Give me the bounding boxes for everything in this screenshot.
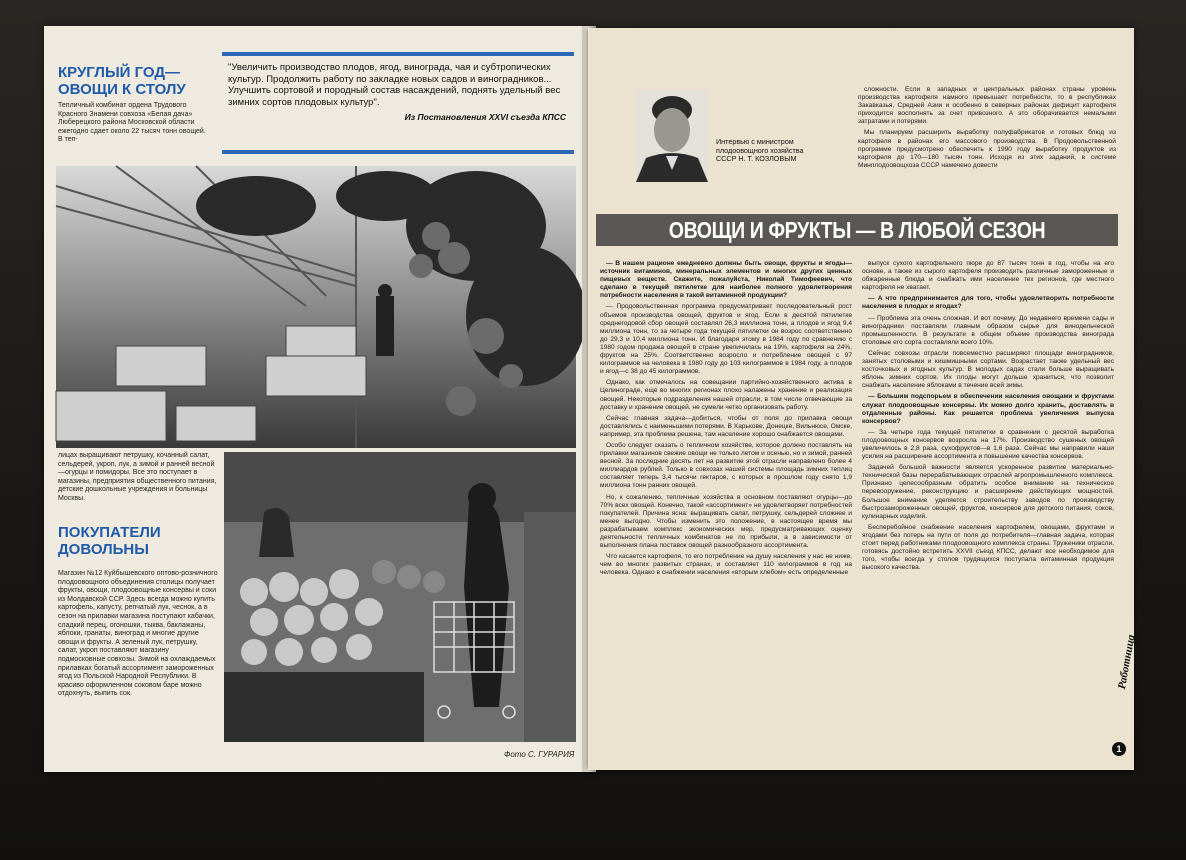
col1-para: Но, к сожалению, тепличные хозяйства в основном поставляют огурцы—до 70% всех овощей. Конечно, такой «ассортимент» не удовлетворяет потребностей покупателей. Причина ясна: выращивать салат, петрушку, сельдерей сложнее и менее выгодно. Чтобы изменить это положение, в настоящее время мы разрабатываем комплекс экономических мер, предусматривающих оценку деятельности тепличных комбинатов не по прибыли, а в зависимости от выполнения плана поставок овощей разнообразного ассортимента.	[600, 493, 852, 550]
buyers-heading-block	[58, 524, 208, 558]
minister-portrait	[636, 90, 708, 182]
photo-credit: Фото С. ГУРАРИЯ	[504, 750, 575, 759]
top-right-text: сложности. Если в западных и центральных районах страны уровень производства картофеля намного превышает потребности, то в республиках Закавказья, Средней Азии и особенно в северных районах дефицит картофеля приходится восполнять за счет привозного. А это оборачивается немалыми затратами и потерями.	[858, 86, 1116, 126]
col2-para: Задачей большой важности является ускоренное развитие материально-технической базы перерабатывающих отраслей агропромышленного комплекса. Признано целесообразным обратить особое внимание на техническое перевооружение, реконструкцию и расширение действующих мощностей. Большое внимание уделяется строительству заводов по производству быстрозамороженных овощей, фруктов, консервов для детского питания, соков, кулинарных изделий.	[862, 464, 1114, 520]
heading-round-year: КРУГЛЫЙ ГОД—ОВОЩИ К СТОЛУ	[58, 64, 186, 98]
col2-para: — Проблема эта очень сложная. И вот почему. До недавнего времени сады и виноградники поставляли главным образом сырье для винодельческой промышленности. В результате в общем объеме производства винограда столовые его сорта составляли всего 10%.	[862, 314, 1114, 346]
interview-caption: Интервью с министром плодоовощного хозяйства СССР Н. Т. КОЗЛОВЫМ	[716, 137, 804, 164]
article-column-1	[600, 260, 852, 580]
col1-para: — Продовольственная программа предусматривает последовательный рост объемов производства овощей, фруктов и ягод. Если в десятой пятилетке среднегодовой сбор овощей составлял 26,3 миллиона тонн, а плодов и ягод 9,4 миллиона тонн, то за четыре года текущей пятилетки он возрос соответственно до 29,3 и 10,4 миллиона тонн. И благодаря этому в 1984 году по сравнению с 1980 годом продажа овощей в стране увеличилась на 19%, картофеля на 24%, фруктов на 25%. Соответственно возросло и потребление овощей с 97 килограммов на человека в 1980 году до 103 килограммов в 1984 году, а плодов и ягод—с 38 до 45 килограммов.	[600, 303, 852, 376]
article-column-2	[862, 260, 1114, 575]
title-banner	[596, 214, 1118, 246]
intro-text: Тепличный комбинат ордена Трудового Красного Знамени совхоза «Белая дача» Люберецкого района Московской области ежегодно сдает около 22 тысяч тонн овощей. В теп-	[58, 102, 206, 144]
greenhouse-photo-image	[56, 166, 576, 448]
continued-text: лицах выращивают петрушку, кочанный салат, сельдерей, укроп, лук, а зимой и ранней весной—огурцы и помидоры. Все это поступает в магазины, предприятия общественного питания, детские дошкольные учреждения и больницы Москвы.	[58, 452, 217, 502]
col1-para: Однако, как отмечалось на совещании партийно-хозяйственного актива в Целинограде, еще во многих регионах плохо налажены хранение и реализация овощей. Некоторые подразделения нашей отрасли, в том числе отвечающие за доставку и хранение овощей, не сумели четко организовать работу.	[600, 379, 852, 411]
magazine-logo: Работница	[1116, 633, 1138, 691]
quote-source: Из Постановления XXVI съезда КПСС	[404, 112, 566, 122]
page-number: 1	[1112, 742, 1126, 756]
col2-para: — А что предпринимается для того, чтобы удовлетворить потребности населения в плодах и ягодах?	[862, 295, 1114, 311]
quote-text: "Увеличить производство плодов, ягод, винограда, чая и субтропических культур. Продолжить работу по закладке новых садов и виноградников... Улучшить сортовой и породный состав насаждений, поднять удельный вес зимних сортов плодовых культур".	[228, 62, 561, 108]
col2-para: — За четыре года текущей пятилетки в сравнении с десятой выработка плодоовощных консервов возросла на 17%. Производство сушеных овощей увеличилось в 2,8 раза, сухофруктов—в 1,6 раза. Сейчас мы направили наши усилия на расширение ассортимента и повышение качества консервов.	[862, 428, 1114, 461]
col2-para: выпуск сухого картофельного пюре до 87 тысяч тонн в год, чтобы на его основе, а также из сырого картофеля производить различные замороженные и обжаренные блюда и снабжать ими население тех регионов, где местного картофеля не хватает.	[862, 260, 1114, 292]
col1-para: Сейчас главная задача—добиться, чтобы от поля до прилавка овощи доставлялись с наименьшими потерями. В Харькове, Донецке, Вильнюсе, Омске, например, эта проблема решена, там население хорошо снабжается овощами.	[600, 414, 852, 438]
heading-buyers-satisfied: ПОКУПАТЕЛИ ДОВОЛЬНЫ	[58, 524, 161, 558]
col1-para: Что касается картофеля, то его потребление на душу населения у нас не ниже, чем во многих развитых странах, и составляет 110 килограммов в год на человека. Однако в снабжении населения «вторым хлебом» есть определенные	[600, 553, 852, 577]
top-right-column	[858, 86, 1116, 173]
store-photo	[224, 452, 576, 742]
col1-para: — В нашем рационе ежедневно должны быть овощи, фрукты и ягоды—источник витаминов, минеральных элементов и многих других ценных пищевых веществ. Скажите, пожалуйста, Николай Тимофеевич, что сделано в текущей пятилетке для наиболее полного удовлетворения потребности населения в такой витаминной продукции?	[600, 260, 852, 300]
left-heading-block	[58, 64, 208, 145]
top-right-text-2: Мы планируем расширить выработку полуфабрикатов и готовых блюд из картофеля в районах его массового производства. В Продовольственной программе предусмотрено обеспечить к 1990 году выработку продуктов из картофеля до 170—180 тысяч тонн. Исходя из этих заданий, в системе Минплодоовощхоза СССР намечено довести	[858, 129, 1116, 169]
quote-box	[222, 52, 574, 154]
store-photo-image	[224, 452, 576, 742]
col1-para: Особо следует сказать о тепличном хозяйстве, которое должно поставлять на прилавки магазинов свежие овощи не только летом и осенью, но и зимой, ранней весной. За последние десять лет на развитие этой отрасли направлено более 4 миллиардов рублей. Только в совхозах нашей системы площадь зимних теплиц составляет теперь 3,4 тысячи гектаров, с которых в прошлом году снято 1,9 миллиона тонн ранних овощей.	[600, 441, 852, 490]
shop-text: Магазин №12 Куйбышевского оптово-розничного плодоовощного объединения столицы получает фрукты, овощи, плодоовощные консервы и соки из Молдавской ССР. Здесь всегда можно купить картофель, капусту, репчатый лук, чеснок, а в сезон на прилавки магазина поступают кабачки, сладкий перец, огоношки, тыква, баклажаны, яблоки, гранаты, виноград и многие другие овощи и фрукты. А зеленый лук, петрушку, салат, укроп поставляют магазину подмосковные совхозы. Зимой на охлаждаемых прилавках богатый ассортимент замороженных ягод из Польской Народной Республики. В красиво оформленном соковом баре можно отдохнуть, выпить сок.	[58, 570, 218, 698]
portrait-image	[636, 90, 708, 182]
right-page	[588, 28, 1138, 770]
col2-para: Бесперебойное снабжение населения картофелем, овощами, фруктами и ягодами без потерь на пути от поля до потребителя—главная задача, которая стоит перед работниками плодоовощного комплекса страны. Труженики отрасли, готовясь достойно встретить XXVII съезд КПСС, делают все необходимое для того, чтобы всегда у столов трудящихся поступала витаминная продукция высокого качества.	[862, 523, 1114, 572]
col2-para: — Большим подспорьем в обеспечении населения овощами и фруктами служат плодоовощные консервы. Их можно долго хранить, доставлять в отдаленные районы. Как решается проблема увеличения выпуска консервов?	[862, 393, 1114, 425]
col2-para: Сейчас совхозы отрасли повсеместно расширяют площади виноградников, занятых столовыми и кишмишными сортами. Возрастает также удельный вес косточковых и ягодных культур. В молодых садах стали больше выращивать яблонь зимних сортов. Их плоды могут дольше храниться, что позволит снабжать население яблоками в течение всей зимы.	[862, 349, 1114, 390]
left-page	[44, 26, 590, 772]
greenhouse-photo	[56, 166, 576, 448]
banner-title: ОВОЩИ И ФРУКТЫ — В ЛЮБОЙ СЕЗОН	[668, 217, 1046, 243]
